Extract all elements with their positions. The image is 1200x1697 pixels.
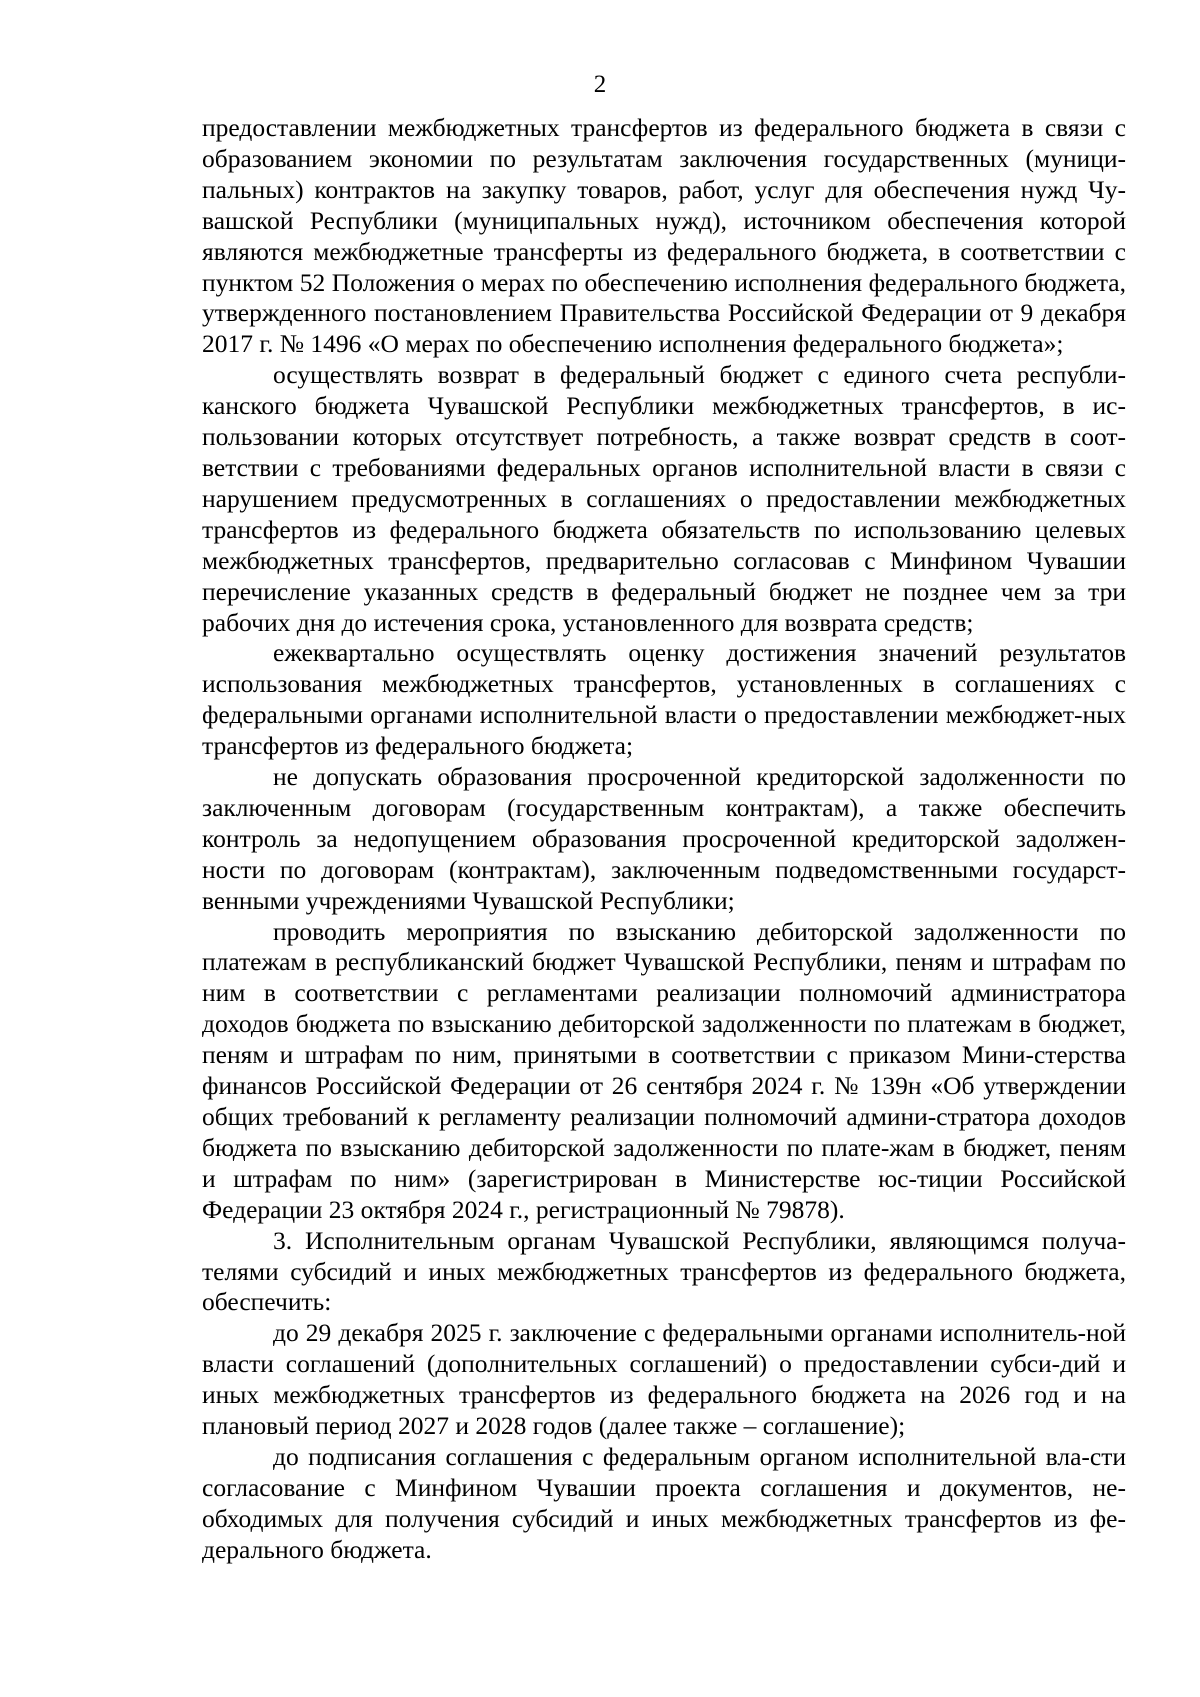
paragraph-1: предоставлении межбюджетных трансфертов из федерального бюджета в связи с образованием экономии по результатам заключения государственных (муници-пальных) контрактов на закупку товаров, работ, услуг для обеспечения нужд Чу-вашской Республики (муниципальных нужд), источником обеспечения которой являются межбюджетные трансферты из федерального бюджета, в соответствии с пунктом 52 Положения о мерах по обеспечению исполнения федерального бюджета, утвержденного постановлением Правительства Российской Федерации от 9 декабря 2017 г. № 1496 «О мерах по обеспечению исполнения федерального бюджета»; bbox=[202, 113, 1126, 359]
document-body bbox=[202, 113, 1126, 1566]
paragraph-3: ежеквартально осуществлять оценку достижения значений результатов использования межбюджетных трансфертов, установленных в соглашениях с федеральными органами исполнительной власти о предоставлении межбюджет-ных трансфертов из федерального бюджета; bbox=[202, 638, 1126, 761]
paragraph-6: 3. Исполнительным органам Чувашской Республики, являющимся получа-телями субсидий и иных межбюджетных трансфертов из федерального бюджета, обеспечить: bbox=[202, 1225, 1126, 1317]
page-number: 2 bbox=[593, 71, 607, 98]
paragraph-2: осуществлять возврат в федеральный бюджет с единого счета республи-канского бюджета Чувашской Республики межбюджетных трансфертов, в ис-пользовании которых отсутствует потребность, а также возврат средств в соот-ветствии с требованиями федеральных органов исполнительной власти в связи с нарушением предусмотренных в соглашениях о предоставлении межбюджетных трансфертов из федерального бюджета обязательств по использованию целевых межбюджетных трансфертов, предварительно согласовав с Минфином Чувашии перечисление указанных средств в федеральный бюджет не позднее чем за три рабочих дня до истечения срока, установленного для возврата средств; bbox=[202, 360, 1126, 637]
paragraph-7: до 29 декабря 2025 г. заключение с федеральными органами исполнитель-ной власти соглашений (дополнительных соглашений) о предоставлении субси-дий и иных межбюджетных трансфертов из федерального бюджета на 2026 год и на плановый период 2027 и 2028 годов (далее также – соглашение); bbox=[202, 1318, 1126, 1441]
paragraph-8: до подписания соглашения с федеральным органом исполнительной вла-сти согласование с Минфином Чувашии проекта соглашения и документов, не-обходимых для получения субсидий и иных межбюджетных трансфертов из фе-дерального бюджета. bbox=[202, 1441, 1126, 1564]
paragraph-5: проводить мероприятия по взысканию дебиторской задолженности по платежам в республиканский бюджет Чувашской Республики, пеням и штрафам по ним в соответствии с регламентами реализации полномочий администратора доходов бюджета по взысканию дебиторской задолженности по платежам в бюджет, пеням и штрафам по ним, принятыми в соответствии с приказом Мини-стерства финансов Российской Федерации от 26 сентября 2024 г. № 139н «Об утверждении общих требований к регламенту реализации полномочий админи-стратора доходов бюджета по взысканию дебиторской задолженности по плате-жам в бюджет, пеням и штрафам по ним» (зарегистрирован в Министерстве юс-тиции Российской Федерации 23 октября 2024 г., регистрационный № 79878). bbox=[202, 916, 1126, 1224]
paragraph-4: не допускать образования просроченной кредиторской задолженности по заключенным договорам (государственным контрактам), а также обеспечить контроль за недопущением образования просроченной кредиторской задолжен-ности по договорам (контрактам), заключенным подведомственными государст-венными учреждениями Чувашской Республики; bbox=[202, 762, 1126, 915]
